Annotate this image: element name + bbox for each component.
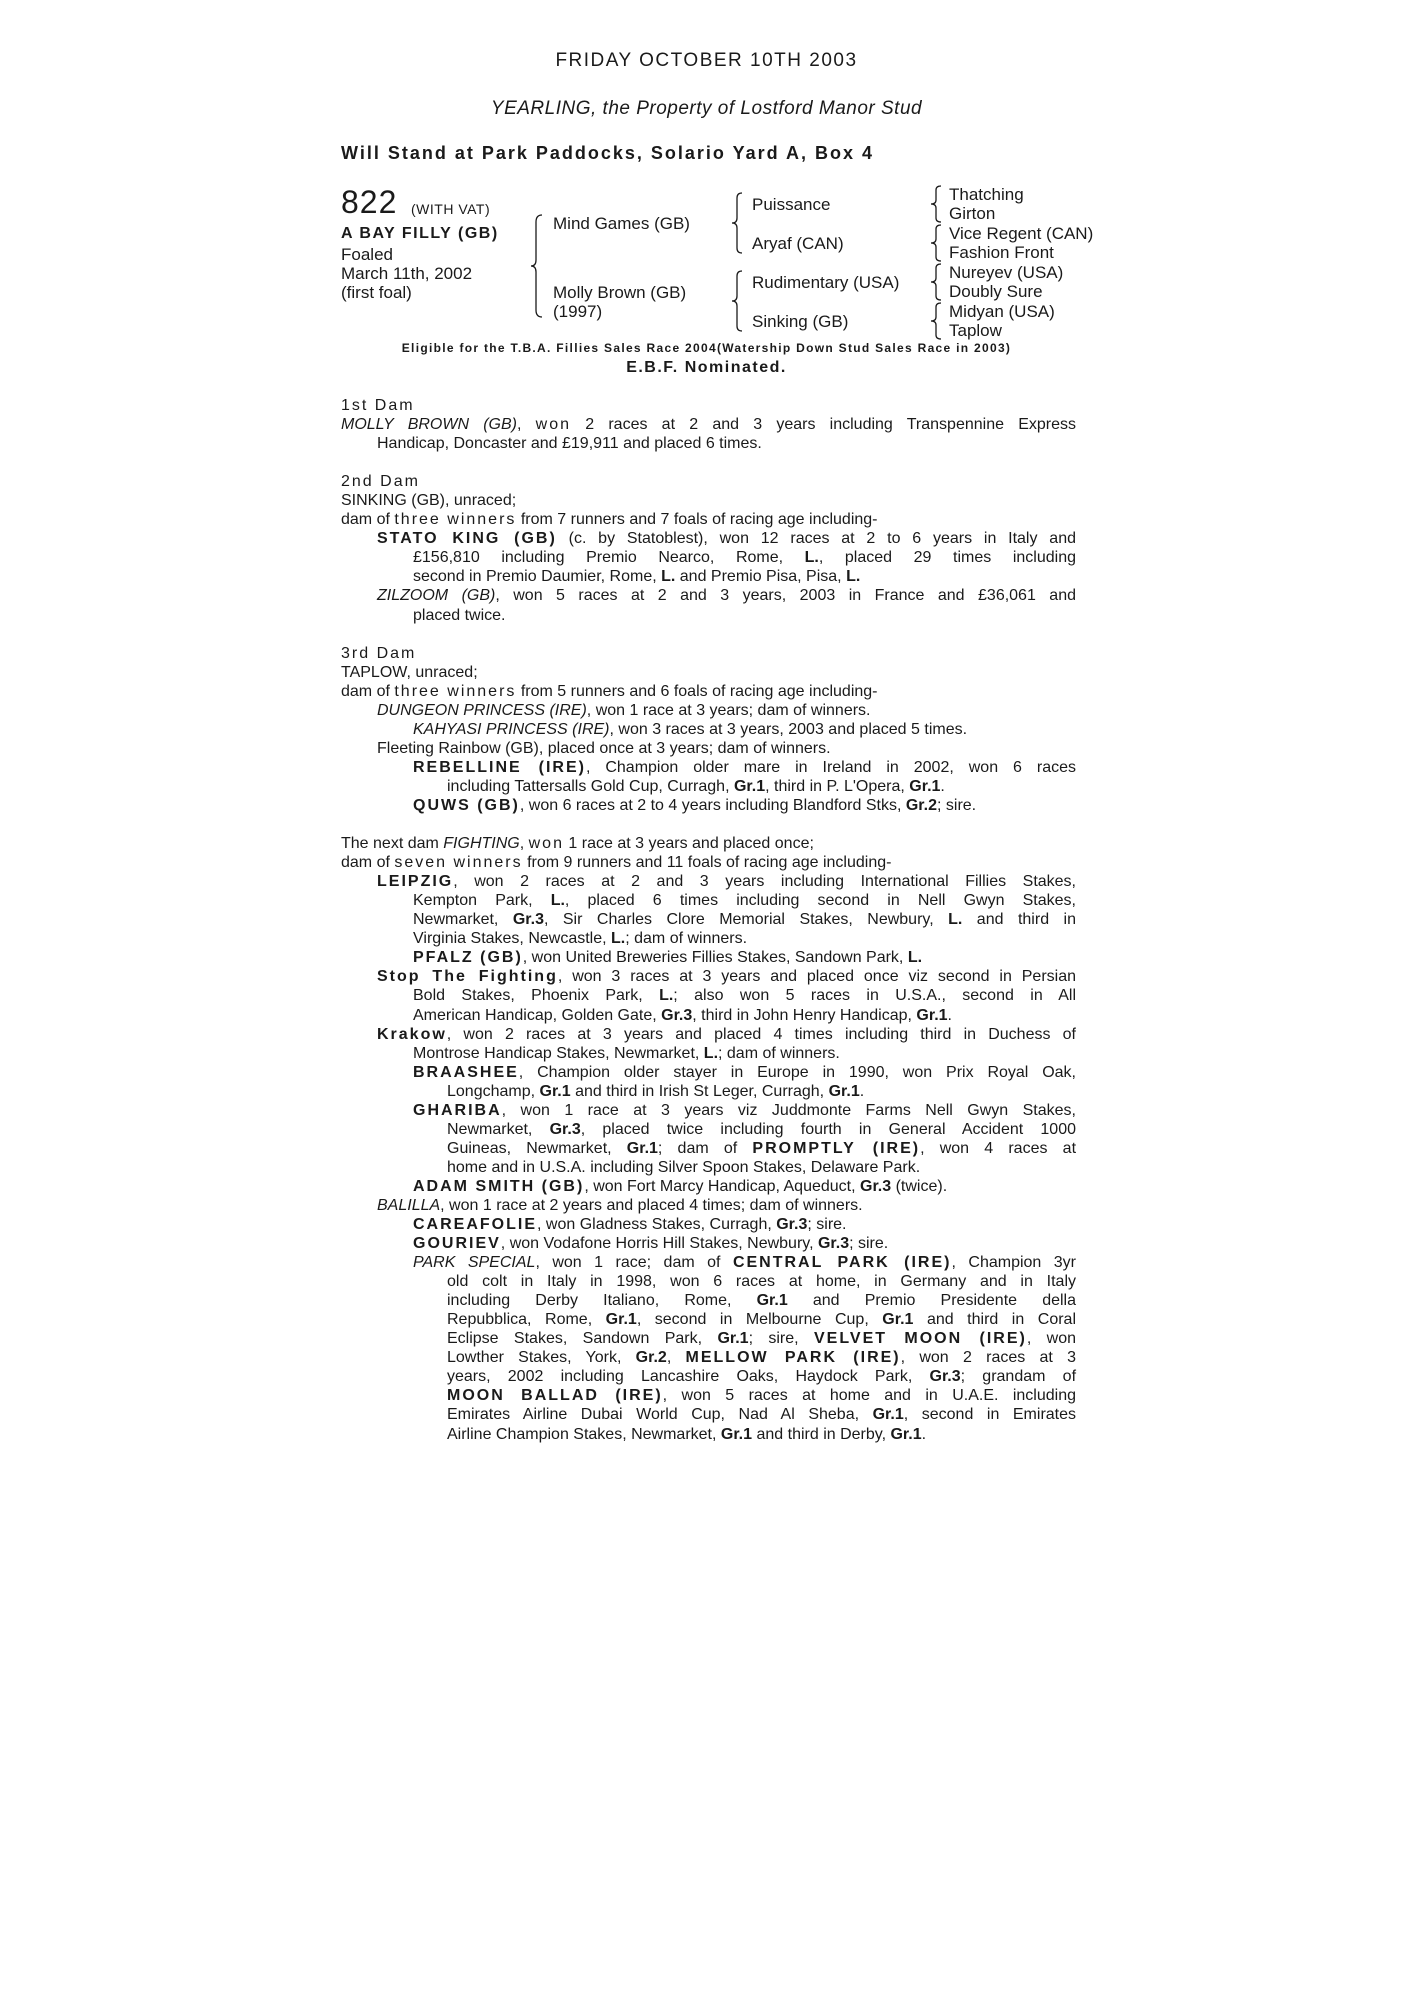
- pedigree-g7: Midyan (USA): [949, 302, 1055, 321]
- text-line: old colt in Italy in 1998, won 6 races at home, in Germany and in Italy: [447, 1273, 1076, 1291]
- pedigree-g2: Girton: [949, 204, 996, 223]
- text-line: BALILLA, won 1 race at 2 years and placed 4 times; dam of winners.: [377, 1196, 863, 1214]
- text-line: Airline Champion Stakes, Newmarket, Gr.1 and third in Derby, Gr.1.: [447, 1425, 927, 1443]
- pedigree-brace-g2: [930, 224, 942, 262]
- text-line: Longchamp, Gr.1 and third in Irish St Leger, Curragh, Gr.1.: [447, 1082, 865, 1100]
- section-heading: 2nd Dam: [341, 473, 420, 491]
- pedigree-sire-sire: Puissance: [752, 195, 831, 214]
- text-line: Bold Stakes, Phoenix Park, L.; also won 5 races in U.S.A., second in All: [413, 987, 1076, 1005]
- text-line: The next dam FIGHTING, won 1 race at 3 years and placed once;: [341, 835, 814, 853]
- text-line: CAREAFOLIE, won Gladness Stakes, Curragh, Gr.3; sire.: [413, 1216, 847, 1234]
- pedigree-brace-sire: [731, 192, 743, 254]
- pedigree-g5: Nureyev (USA): [949, 263, 1064, 282]
- text-line: £156,810 including Premio Nearco, Rome, L., placed 29 times including: [413, 549, 1076, 567]
- text-line: Lowther Stakes, York, Gr.2, MELLOW PARK (IRE), won 2 races at 3: [447, 1349, 1077, 1367]
- pedigree-brace-g4: [930, 302, 942, 340]
- text-line: years, 2002 including Lancashire Oaks, Haydock Park, Gr.3; grandam of: [447, 1368, 1077, 1386]
- foaled-label: Foaled: [341, 245, 393, 264]
- text-line: ADAM SMITH (GB), won Fort Marcy Handicap, Aqueduct, Gr.3 (twice).: [413, 1177, 948, 1195]
- text-line: dam of three winners from 5 runners and 6 foals of racing age including-: [341, 682, 878, 700]
- text-line: Newmarket, Gr.3, placed twice including fourth in General Accident 1000: [447, 1120, 1077, 1138]
- pedigree-brace-main: [530, 214, 544, 318]
- text-line: placed twice.: [413, 606, 506, 624]
- text-line: GOURIEV, won Vodafone Horris Hill Stakes, Newbury, Gr.3; sire.: [413, 1235, 889, 1253]
- pedigree-notes: [341, 396, 1076, 1444]
- text-line: BRAASHEE, Champion older stayer in Europe in 1990, won Prix Royal Oak,: [413, 1063, 1076, 1081]
- text-line: American Handicap, Golden Gate, Gr.3, third in John Henry Handicap, Gr.1.: [413, 1006, 952, 1024]
- vat-note: (WITH VAT): [411, 201, 491, 217]
- text-line: PARK SPECIAL, won 1 race; dam of CENTRAL PARK (IRE), Champion 3yr: [413, 1254, 1077, 1272]
- pedigree-sire: Mind Games (GB): [553, 214, 690, 233]
- section-heading: 1st Dam: [341, 397, 415, 414]
- text-line: Krakow, won 2 races at 3 years and placed 4 times including third in Duchess of: [377, 1025, 1076, 1043]
- pedigree-g1: Thatching: [949, 185, 1024, 204]
- foaled-date: March 11th, 2002: [341, 264, 473, 283]
- text-line: GHARIBA, won 1 race at 3 years viz Juddmonte Farms Nell Gwyn Stakes,: [413, 1101, 1076, 1119]
- text-line: including Derby Italiano, Rome, Gr.1 and Premio Presidente della: [447, 1292, 1076, 1310]
- section-heading: 3rd Dam: [341, 644, 417, 662]
- pedigree-g4: Fashion Front: [949, 243, 1054, 262]
- pedigree-dam-year: (1997): [553, 302, 603, 321]
- text-line: dam of three winners from 7 runners and 7 foals of racing age including-: [341, 511, 878, 529]
- eligibility-note: Eligible for the T.B.A. Fillies Sales Race 2004(Watership Down Stud Sales Race in 2003): [401, 341, 1012, 355]
- text-line: Fleeting Rainbow (GB), placed once at 3 years; dam of winners.: [377, 739, 831, 757]
- text-line: Repubblica, Rome, Gr.1, second in Melbourne Cup, Gr.1 and third in Coral: [447, 1311, 1077, 1329]
- pedigree-g6: Doubly Sure: [949, 282, 1043, 301]
- horse-description: A BAY FILLY (GB): [341, 225, 499, 242]
- text-line: second in Premio Daumier, Rome, L. and Premio Pisa, Pisa, L.: [413, 568, 861, 586]
- pedigree-dam-dam: Sinking (GB): [752, 312, 849, 331]
- text-line: STATO KING (GB) (c. by Statoblest), won 12 races at 2 to 6 years in Italy and: [377, 530, 1076, 548]
- pedigree-dam-sire: Rudimentary (USA): [752, 273, 900, 292]
- text-line: Virginia Stakes, Newcastle, L.; dam of winners.: [413, 930, 748, 948]
- text-line: Eclipse Stakes, Sandown Park, Gr.1; sire, VELVET MOON (IRE), won: [447, 1330, 1076, 1348]
- text-line: Handicap, Doncaster and £19,911 and placed 6 times.: [377, 435, 762, 453]
- text-line: including Tattersalls Gold Cup, Curragh, Gr.1, third in P. L'Opera, Gr.1.: [447, 777, 945, 795]
- text-line: Montrose Handicap Stakes, Newmarket, L.; dam of winners.: [413, 1044, 840, 1062]
- first-foal-note: (first foal): [341, 283, 412, 302]
- text-line: Guineas, Newmarket, Gr.1; dam of PROMPTLY (IRE), won 4 races at: [447, 1139, 1077, 1157]
- text-line: REBELLINE (IRE), Champion older mare in Ireland in 2002, won 6 races: [413, 758, 1076, 776]
- pedigree-sire-dam: Aryaf (CAN): [752, 234, 844, 253]
- text-line: ZILZOOM (GB), won 5 races at 2 and 3 years, 2003 in France and £36,061 and: [377, 587, 1077, 605]
- text-line: LEIPZIG, won 2 races at 2 and 3 years including International Fillies Stakes,: [377, 873, 1076, 891]
- text-line: Emirates Airline Dubai World Cup, Nad Al Sheba, Gr.1, second in Emirates: [447, 1406, 1077, 1424]
- text-line: Stop The Fighting, won 3 races at 3 years and placed once viz second in Persian: [377, 968, 1076, 986]
- pedigree-g3: Vice Regent (CAN): [949, 224, 1094, 243]
- property-line: YEARLING, the Property of Lostford Manor Stud: [490, 98, 923, 119]
- text-line: Kempton Park, L., placed 6 times including second in Nell Gwyn Stakes,: [413, 892, 1076, 910]
- stand-location: Will Stand at Park Paddocks, Solario Yard A, Box 4: [341, 143, 874, 163]
- text-line: dam of seven winners from 9 runners and 11 foals of racing age including-: [341, 854, 892, 872]
- pedigree-brace-dam: [731, 270, 743, 332]
- ebf-note: E.B.F. Nominated.: [626, 359, 787, 376]
- text-line: MOLLY BROWN (GB), won 2 races at 2 and 3 years including Transpennine Express: [341, 416, 1077, 434]
- text-line: KAHYASI PRINCESS (IRE), won 3 races at 3 years, 2003 and placed 5 times.: [413, 720, 968, 738]
- text-line: PFALZ (GB), won United Breweries Fillies Stakes, Sandown Park, L.: [413, 949, 923, 967]
- text-line: SINKING (GB), unraced;: [341, 492, 517, 510]
- sale-date: FRIDAY OCTOBER 10TH 2003: [555, 50, 858, 71]
- text-line: Newmarket, Gr.3, Sir Charles Clore Memorial Stakes, Newbury, L. and third in: [413, 911, 1077, 929]
- pedigree-g8: Taplow: [949, 321, 1002, 340]
- text-line: home and in U.S.A. including Silver Spoon Stakes, Delaware Park.: [447, 1158, 921, 1176]
- text-line: TAPLOW, unraced;: [341, 663, 478, 681]
- lot-number: 822: [341, 184, 398, 220]
- pedigree-dam: Molly Brown (GB): [553, 283, 687, 302]
- text-line: MOON BALLAD (IRE), won 5 races at home and in U.A.E. including: [447, 1387, 1076, 1405]
- pedigree-brace-g3: [930, 263, 942, 301]
- text-line: DUNGEON PRINCESS (IRE), won 1 race at 3 years; dam of winners.: [377, 701, 871, 719]
- text-line: QUWS (GB), won 6 races at 2 to 4 years including Blandford Stks, Gr.2; sire.: [413, 796, 977, 814]
- pedigree-brace-g1: [930, 185, 942, 223]
